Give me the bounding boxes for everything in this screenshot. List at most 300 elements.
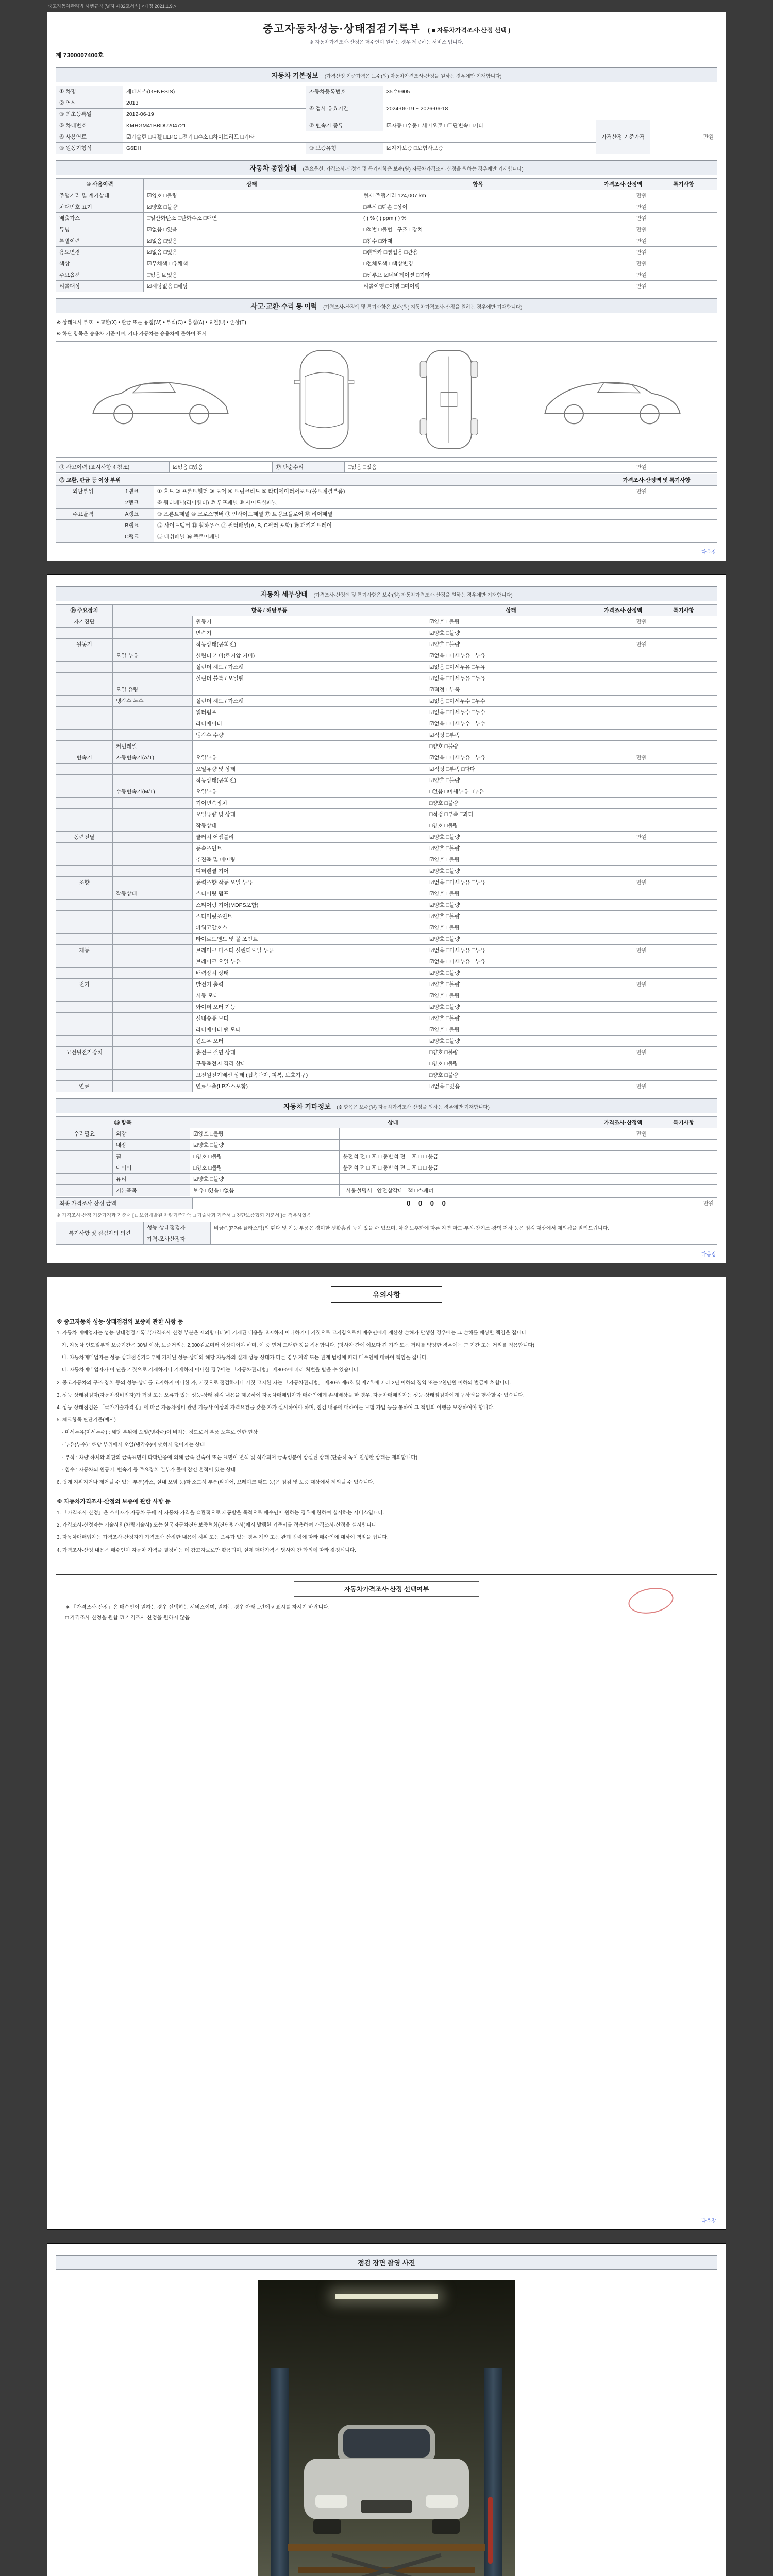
row-part-label: 충전구 절연 상태 — [193, 1047, 426, 1058]
row-status-checkboxes: ☑없음 □미세누유 □누유 — [426, 945, 596, 956]
doc-number: 제 7300007400호 — [56, 52, 104, 59]
row-note — [650, 752, 717, 764]
row-note — [650, 888, 717, 900]
row-label: 휠 — [113, 1151, 190, 1162]
notice-paragraph: 5. 체크항목 판단기준(예시) — [57, 1417, 116, 1423]
row-part-label: 브레이크 오일 누유 — [193, 956, 426, 968]
col-item: 항목 — [360, 179, 596, 190]
row-subgroup — [113, 1024, 193, 1036]
row-status-checkboxes: ☑없음 □미세누유 □누유 — [426, 956, 596, 968]
detail-row — [56, 809, 717, 820]
row-price — [596, 673, 650, 684]
row-note — [650, 979, 717, 990]
overall-row — [56, 269, 717, 281]
next-page-link[interactable]: 다음장 — [701, 1252, 716, 1258]
rank-price: 만원 — [596, 486, 650, 497]
row-device-group — [56, 741, 113, 752]
col-usage-history: ⑩ 사용이력 — [56, 179, 144, 190]
row-part-label: 고전원전기배선 상태 (접속단자, 피복, 보호기구) — [193, 1070, 426, 1081]
row-price: 만원 — [596, 639, 650, 650]
notice-paragraph: 3. 성능·상태점검자(자동차정비업자)가 거짓 또는 오류가 있는 성능·상태 점검 내용을 제공하여 자동차매매업자가 매수인에게 손해배상을 한 경우, 자동차매매업자는 성능·상태점검자에게 구상권을 행사할 수 있습니다. — [57, 1392, 525, 1398]
row-part-label: 스티어링조인트 — [193, 911, 426, 922]
rank-zone: 주요골격 — [56, 509, 110, 520]
row-device-group — [56, 866, 113, 877]
row-subgroup — [113, 1081, 193, 1092]
row-price — [596, 911, 650, 922]
rank-row — [56, 520, 717, 531]
row-status-checkboxes: ☑없음 □미세누유 □누유 — [426, 662, 596, 673]
final-price-label: 최종 가격조사·산정 금액 — [56, 1198, 193, 1209]
row-status-checkboxes: ☑적정 □부족 — [426, 730, 596, 741]
row-note — [650, 639, 717, 650]
row-price — [596, 1140, 650, 1151]
notice-paragraph: 2. 중고자동차의 구조·장치 등의 성능·상태를 고지하지 아니한 자, 거짓으로 점검하거나 거짓 고지한 자는 「자동차관리법」 제80조 제6호 및 제7호에 따라 2년 이하의 징역 또는 2천만원 이하의 벌금에 처합니다. — [57, 1380, 511, 1386]
row-device-group — [56, 934, 113, 945]
row-price: 만원 — [596, 979, 650, 990]
section-title-basic-label: 자동차 기본정보 — [271, 72, 319, 79]
row-part-label: 기어변속장치 — [193, 798, 426, 809]
row-label: 배출가스 — [56, 213, 144, 224]
row-status-checkboxes: ☑없음 □있음 — [144, 224, 360, 235]
rank-price — [596, 497, 650, 509]
row-note — [650, 843, 717, 854]
col-price: 가격조사·산정액 — [596, 179, 650, 190]
row-device-group — [56, 1058, 113, 1070]
row-status-checkboxes: □양호 □불량 — [426, 1047, 596, 1058]
row-status-checkboxes: ☑없음 □미세누유 □누유 — [426, 650, 596, 662]
detail-row — [56, 696, 717, 707]
row-extra: 현재 주행거리 124,007 km — [360, 190, 596, 201]
detail-row — [56, 798, 717, 809]
row-device-group — [56, 707, 113, 718]
row-device-group: 원동기 — [56, 639, 113, 650]
regno-label: 자동차등록번호 — [306, 86, 383, 97]
page — [47, 0, 726, 2576]
row-status-checkboxes: ☑양호 □불량 — [426, 888, 596, 900]
row-device-group — [56, 1070, 113, 1081]
row-status-checkboxes: ☑해당없음 □해당 — [144, 281, 360, 292]
detail-row — [56, 1013, 717, 1024]
row-group — [56, 1162, 113, 1174]
row-note — [650, 832, 717, 843]
row-device-group — [56, 843, 113, 854]
row-note — [650, 1070, 717, 1081]
row-status-checkboxes: ☑양호 □불량 — [426, 866, 596, 877]
row-note — [650, 820, 717, 832]
row-price — [596, 922, 650, 934]
overall-row — [56, 190, 717, 201]
row-subgroup — [113, 832, 193, 843]
row-part-label: 타이로드엔드 및 볼 조인트 — [193, 934, 426, 945]
panel-detail-condition — [47, 574, 726, 1263]
row-note — [650, 866, 717, 877]
row-price — [596, 1024, 650, 1036]
row-status-checkboxes: ☑양호 □불량 — [144, 201, 360, 213]
col-status: 상태 — [190, 1117, 596, 1128]
row-status-checkboxes: □없음 ☑있음 — [144, 269, 360, 281]
final-price-table — [56, 1197, 717, 1209]
rank-zone — [56, 531, 110, 543]
detail-row — [56, 990, 717, 1002]
row-part-label: 라디에이터 팬 모터 — [193, 1024, 426, 1036]
rank-zone — [56, 497, 110, 509]
simple-repair-value: □없음 □있음 — [345, 462, 596, 473]
row-device-group — [56, 798, 113, 809]
row-part-label: 실린더 헤드 / 가스켓 — [193, 662, 426, 673]
section-title-overall — [56, 160, 717, 175]
row-status-checkboxes: ☑양호 □불량 — [426, 922, 596, 934]
section-note-overall: (주요옵션, 가격조사·산정액 및 특기사항은 보수(원) 자동차가격조사·산정을 원하는 경우에만 기재합니다) — [303, 166, 524, 172]
regno-value: 35수9905 — [383, 86, 717, 97]
detail-row — [56, 718, 717, 730]
row-label: 주행거리 및 계기상태 — [56, 190, 144, 201]
rank-row — [56, 486, 717, 497]
row-extra — [340, 1128, 596, 1140]
accident-legend-1: ※ 상태표시 부호 : • 교환(X) • 판금 또는 용접(W) • 부식(C) • 흠집(A) • 요철(U) • 손상(T) — [57, 320, 246, 326]
overall-row — [56, 258, 717, 269]
inspector-remark: 비금속(PP류 플라스틱)의 휀다 및 기능 부품은 경미한 생활흠집 등이 있을 수 있으며, 차량 노후화에 따른 자연 마모·부식·잔기스·광택 저하 등은 점검 대상에서 제외됨을 알려드립니다. — [211, 1222, 717, 1233]
rank-items: ⑫ 사이드멤버 ⑬ 휠하우스 ⑭ 필러패널(A, B, C필러 포함) ⑲ 패키지트레이 — [154, 520, 596, 531]
doc-title: 중고자동차성능·상태점검기록부 — [262, 23, 421, 35]
row-subgroup — [113, 1002, 193, 1013]
section-title-misc-label: 자동차 기타정보 — [283, 1103, 331, 1110]
row-part-label: 원동기 — [193, 616, 426, 628]
detail-row — [56, 820, 717, 832]
row-status-checkboxes: □없음 □미세누유 □누유 — [426, 786, 596, 798]
row-extra: □사용설명서 □안전삼각대 □잭 □스패너 — [340, 1185, 596, 1196]
row-price: 만원 — [596, 258, 650, 269]
row-label: 주요옵션 — [56, 269, 144, 281]
row-subgroup: 수동변속기(M/T) — [113, 786, 193, 798]
row-part-label: 작동상태 — [193, 820, 426, 832]
detail-row — [56, 968, 717, 979]
row-subgroup — [113, 1058, 193, 1070]
row-device-group — [56, 820, 113, 832]
col-status: 상태 — [144, 179, 360, 190]
vehicle-name-label: ① 차명 — [56, 86, 123, 97]
row-note — [650, 934, 717, 945]
detail-condition-table — [56, 604, 717, 1092]
row-part-label — [193, 684, 426, 696]
row-status-checkboxes: ☑없음 □있음 — [144, 247, 360, 258]
rank-label: C랭크 — [110, 531, 154, 543]
row-device-group — [56, 786, 113, 798]
row-device-group: 전기 — [56, 979, 113, 990]
row-status-checkboxes: ☑양호 □불량 — [190, 1140, 340, 1151]
fuel-value: ☑가솔린 □디젤 □LPG □전기 □수소 □하이브리드 □기타 — [123, 131, 596, 143]
row-device-group — [56, 956, 113, 968]
row-subgroup — [113, 1013, 193, 1024]
row-note — [650, 877, 717, 888]
misc-row — [56, 1174, 717, 1185]
rank-price — [596, 509, 650, 520]
col-item-part: 항목 / 해당부품 — [113, 605, 426, 616]
row-price — [596, 854, 650, 866]
row-device-group: 연료 — [56, 1081, 113, 1092]
row-status-checkboxes: ☑양호 □불량 — [190, 1128, 340, 1140]
row-subgroup: 냉각수 누수 — [113, 696, 193, 707]
section-note-misc: (※ 항목은 보수(원) 자동차가격조사·산정을 원하는 경우에만 기재합니다) — [337, 1105, 490, 1110]
rank-items: ① 후드 ② 프론트휀더 ③ 도어 ④ 트렁크리드 ⑤ 라디에이터서포트(볼트체결부품) — [154, 486, 596, 497]
row-note — [650, 718, 717, 730]
row-price: 만원 — [596, 1047, 650, 1058]
row-subgroup — [113, 990, 193, 1002]
rank-zone — [56, 520, 110, 531]
base-price-value: 만원 — [650, 120, 717, 154]
detail-row — [56, 650, 717, 662]
row-part-label: 디퍼렌셜 기어 — [193, 866, 426, 877]
row-note — [650, 798, 717, 809]
damaged-parts-price-header: 가격조사·산정액 및 특기사항 — [596, 474, 717, 486]
notice-paragraph: 4. 가격조사·산정 내용은 매수인이 자동차 가격을 결정하는 데 참고자료로만 활용되며, 실제 매매가격은 당사자 간 합의에 따라 결정됩니다. — [57, 1547, 356, 1553]
appraiser-label: 가격·조사산정자 — [144, 1233, 211, 1245]
row-part-label: 동력조향 작동 오일 누유 — [193, 877, 426, 888]
base-price-label: 가격산정 기준가격 — [596, 120, 650, 154]
damaged-parts-header — [56, 474, 717, 486]
appraiser-remark — [211, 1233, 717, 1245]
warranty-label: ⑨ 보증유형 — [306, 143, 383, 154]
row-subgroup — [113, 820, 193, 832]
row-device-group — [56, 650, 113, 662]
row-subgroup: 자동변속기(A/T) — [113, 752, 193, 764]
row-price — [596, 628, 650, 639]
detail-header-row — [56, 605, 717, 616]
section-note-detail: (가격조사·산정액 및 특기사항은 보수(원) 자동차가격조사·산정을 원하는 경우에만 기재합니다) — [313, 592, 513, 598]
row-note — [650, 190, 717, 201]
row-subgroup — [113, 707, 193, 718]
row-note — [650, 990, 717, 1002]
row-status-checkboxes: □양호 □불량 — [190, 1162, 340, 1174]
basic-info-table — [56, 86, 717, 154]
next-page-link[interactable]: 다음장 — [701, 2218, 716, 2224]
model-year-value: 2013 — [123, 97, 306, 109]
row-part-label: 오일유량 및 상태 — [193, 809, 426, 820]
row-note — [650, 628, 717, 639]
row-extra: 운전석 전 □ 후 □ 동반석 전 □ 후 □ □ 응급 — [340, 1162, 596, 1174]
row-subgroup: 커먼레일 — [113, 741, 193, 752]
row-status-checkboxes: □양호 □불량 — [426, 798, 596, 809]
row-part-label: 작동상태(공회전) — [193, 639, 426, 650]
detail-row — [56, 854, 717, 866]
row-part-label: 변속기 — [193, 628, 426, 639]
row-price — [596, 809, 650, 820]
section-note-basic: (가격산정 기준가격은 보수(원) 자동차가격조사·산정을 원하는 경우에만 기재합니다) — [324, 74, 502, 79]
final-price-unit: 만원 — [663, 1198, 717, 1209]
row-price — [596, 990, 650, 1002]
row-note — [650, 258, 717, 269]
notice-paragraph: 1. 「가격조사·산정」은 소비자가 자동차 구매 시 자동차 가격을 객관적으로 제공받을 목적으로 매수인이 원하는 경우에 한하여 실시하는 서비스입니다. — [57, 1510, 384, 1516]
row-note — [650, 281, 717, 292]
row-note — [650, 201, 717, 213]
row-part-label: 파워고압호스 — [193, 922, 426, 934]
detail-row — [56, 956, 717, 968]
selection-title: 자동차가격조사·산정 선택여부 — [294, 1581, 479, 1597]
row-price — [596, 888, 650, 900]
rank-note — [650, 520, 717, 531]
row-subgroup — [113, 1070, 193, 1081]
price-appraisal-selection-box — [56, 1574, 717, 1632]
detail-row — [56, 979, 717, 990]
notice-paragraph: - 미세누유(미세누수) : 해당 부위에 오일(냉각수)이 비치는 정도로서 부품 노후로 인한 현상 — [57, 1430, 258, 1436]
row-part-label: 작동상태(공회전) — [193, 775, 426, 786]
row-note — [650, 684, 717, 696]
row-price — [596, 1058, 650, 1070]
detail-row — [56, 786, 717, 798]
row-price — [596, 741, 650, 752]
row-status-checkboxes: □양호 □불량 — [190, 1151, 340, 1162]
row-device-group: 제동 — [56, 945, 113, 956]
row-price — [596, 1013, 650, 1024]
row-note — [650, 1036, 717, 1047]
row-label: 용도변경 — [56, 247, 144, 258]
row-note — [650, 673, 717, 684]
col-status: 상태 — [426, 605, 596, 616]
row-price — [596, 820, 650, 832]
row-status-checkboxes: ☑양호 □불량 — [426, 628, 596, 639]
row-note — [650, 945, 717, 956]
row-status-checkboxes: □적정 □부족 □과다 — [426, 809, 596, 820]
row-subgroup — [113, 843, 193, 854]
remarks-row-appraiser — [56, 1233, 717, 1245]
row-subgroup — [113, 730, 193, 741]
row-status-checkboxes: ☑양호 □불량 — [144, 190, 360, 201]
row-price: 만원 — [596, 235, 650, 247]
row-extra: □부식 □훼손 □상이 — [360, 201, 596, 213]
notice-paragraph: - 부식 : 차량 하체와 외판의 금속표면이 화학반응에 의해 금속 깊숙이 또는 표면이 변색 및 식각되어 금속성분이 상실된 상태 (단순히 녹이 발생한 상태는 제외합니다) — [57, 1454, 418, 1461]
row-price — [596, 900, 650, 911]
row-note — [650, 1151, 717, 1162]
row-device-group — [56, 1024, 113, 1036]
model-year-label: ② 연식 — [56, 97, 123, 109]
row-subgroup — [113, 809, 193, 820]
row-note — [650, 1002, 717, 1013]
row-device-group — [56, 673, 113, 684]
row-subgroup — [113, 628, 193, 639]
fuel-label: ⑥ 사용연료 — [56, 131, 123, 143]
row-label: 내장 — [113, 1140, 190, 1151]
detail-row — [56, 628, 717, 639]
row-subgroup — [113, 979, 193, 990]
row-note — [650, 1058, 717, 1070]
section-note-accident: (가격조사·산정액 및 특기사항은 보수(원) 자동차가격조사·산정을 원하는 경우에만 기재합니다) — [323, 304, 523, 310]
row-subgroup — [113, 956, 193, 968]
row-subgroup — [113, 1036, 193, 1047]
lift-post-left — [271, 2368, 289, 2576]
col-note: 특기사항 — [650, 179, 717, 190]
row-device-group — [56, 718, 113, 730]
row-label: 타이어 — [113, 1162, 190, 1174]
detail-row — [56, 673, 717, 684]
row-part-label: 발전기 출력 — [193, 979, 426, 990]
misc-row — [56, 1140, 717, 1151]
basic-row — [56, 120, 717, 131]
row-subgroup — [113, 662, 193, 673]
row-status-checkboxes: □양호 □불량 — [426, 741, 596, 752]
inspector-label: 성능·상태점검자 — [144, 1222, 211, 1233]
row-device-group — [56, 968, 113, 979]
doc-header — [56, 21, 717, 36]
inspection-period-value: 2024-06-19 ~ 2026-06-18 — [383, 97, 717, 120]
row-part-label: 등속조인트 — [193, 843, 426, 854]
overall-row — [56, 213, 717, 224]
row-note — [650, 1185, 717, 1196]
detail-row — [56, 764, 717, 775]
detail-row — [56, 911, 717, 922]
detail-row — [56, 662, 717, 673]
red-stamp — [627, 1584, 676, 1617]
row-status-checkboxes: ☑양호 □불량 — [426, 900, 596, 911]
row-subgroup — [113, 945, 193, 956]
engine-type-value: G6DH — [123, 143, 306, 154]
row-price — [596, 684, 650, 696]
overall-header-row — [56, 179, 717, 190]
row-subgroup — [113, 900, 193, 911]
next-page-link[interactable]: 다음장 — [701, 550, 716, 555]
rank-row — [56, 531, 717, 543]
row-part-label: 윈도우 모터 — [193, 1036, 426, 1047]
col-item: ⑮ 항목 — [56, 1117, 190, 1128]
row-device-group — [56, 628, 113, 639]
misc-row — [56, 1162, 717, 1174]
row-note — [650, 224, 717, 235]
row-extra: □썬루프 ☑네비게이션 □기타 — [360, 269, 596, 281]
detail-row — [56, 730, 717, 741]
row-part-label: 냉각수 수량 — [193, 730, 426, 741]
row-price — [596, 1070, 650, 1081]
row-part-label: 오일유량 및 상태 — [193, 764, 426, 775]
row-price — [596, 696, 650, 707]
row-status-checkboxes: ☑없음 □있음 — [426, 1081, 596, 1092]
accident-history-table — [56, 461, 717, 473]
misc-info-table — [56, 1116, 717, 1196]
ceiling-light — [335, 2294, 438, 2299]
detail-row — [56, 888, 717, 900]
simple-repair-label: ⑫ 단순수리 — [273, 462, 345, 473]
section-title-basic — [56, 67, 717, 82]
notice-section1-title: ※ 중고자동차 성능·상태점검의 보증에 관한 사항 등 — [57, 1319, 183, 1325]
row-part-label: 라디에이터 — [193, 718, 426, 730]
row-device-group: 변속기 — [56, 752, 113, 764]
row-note — [650, 922, 717, 934]
row-subgroup — [113, 866, 193, 877]
row-price: 만원 — [596, 1128, 650, 1140]
misc-row — [56, 1151, 717, 1162]
row-price: 만원 — [596, 224, 650, 235]
notice-paragraph: 1. 자동차 매매업자는 성능·상태점검기록부(가격조사·산정 부분은 제외합니다)에 기재된 내용을 고지하지 아니하거나 거짓으로 고지함으로써 매수인에게 재산상 손해가 발생한 경우에는 그 손해를 배상할 책임을 집니다. — [57, 1330, 528, 1336]
row-group — [56, 1174, 113, 1185]
overall-row — [56, 201, 717, 213]
final-price-value: 0 0 0 0 — [193, 1198, 663, 1209]
notice-paragraph: - 침수 : 자동차의 원동기, 변속기 등 주요장치 일부가 물에 잠긴 흔적이 있는 상태 — [57, 1467, 236, 1473]
section-title-overall-label: 자동차 종합상태 — [249, 164, 297, 172]
remarks-label: 특기사항 및 점검자의 의견 — [56, 1222, 144, 1245]
section-title-accident-label: 사고·교환·수리 등 이력 — [250, 302, 317, 310]
vehicle-name-value: 제네시스(GENESIS) — [123, 86, 306, 97]
selection-line-1: ※ 「가격조사·산정」은 매수인이 원하는 경우 선택하는 서비스이며, 원하는 경우 아래 □란에 √ 표시를 하시기 바랍니다. — [65, 1604, 330, 1611]
col-major-device: ⑭ 주요장치 — [56, 605, 113, 616]
row-status-checkboxes: ☑적정 □부족 — [426, 684, 596, 696]
row-part-label: 워터펌프 — [193, 707, 426, 718]
accident-price: 만원 — [596, 462, 650, 473]
notice-section2-title: ※ 자동차가격조사·산정의 보증에 관한 사항 등 — [57, 1499, 171, 1505]
row-part-label: 실내송풍 모터 — [193, 1013, 426, 1024]
row-price — [596, 1185, 650, 1196]
row-status-checkboxes: ☑적정 □부족 □과다 — [426, 764, 596, 775]
detail-row — [56, 1081, 717, 1092]
row-status-checkboxes: ☑없음 □있음 — [144, 235, 360, 247]
row-extra — [340, 1140, 596, 1151]
damaged-parts-label: ⑬ 교환, 판금 등 이상 부위 — [56, 474, 596, 486]
